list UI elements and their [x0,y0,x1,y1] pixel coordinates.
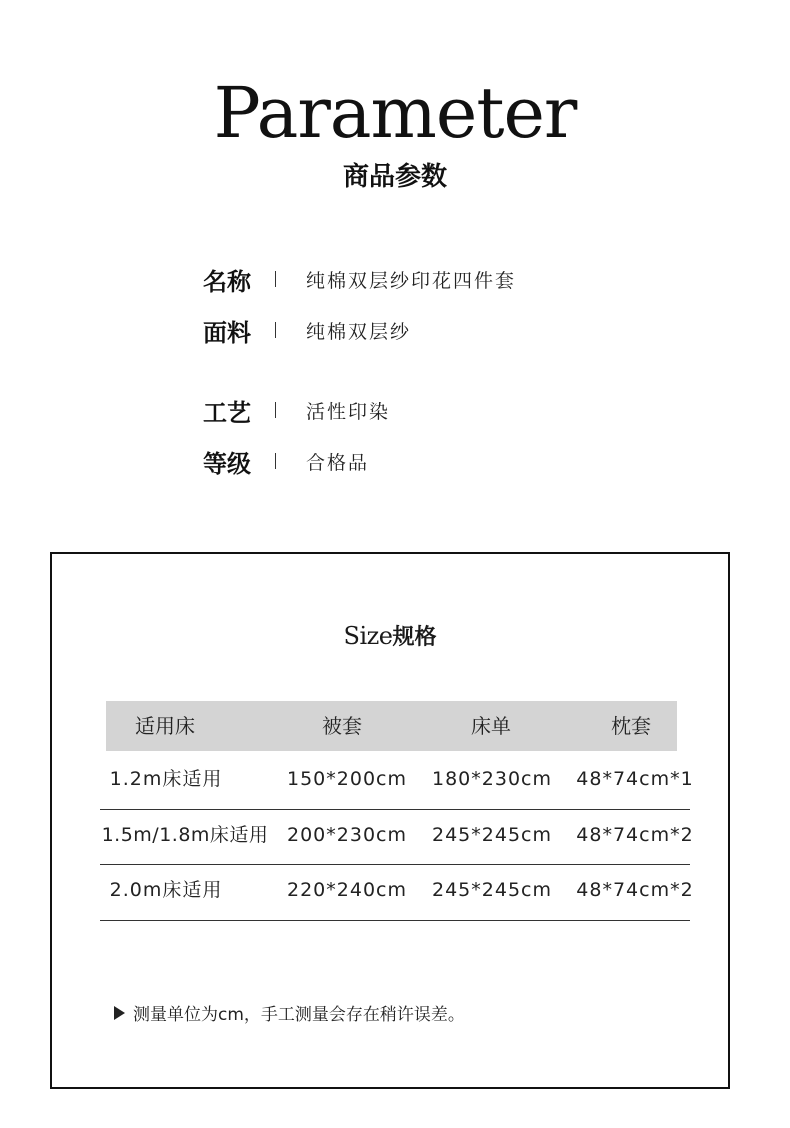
triangle-bullet-icon [114,1006,125,1020]
measurement-note [114,1000,465,1025]
param-label: 等级 [203,449,251,478]
param-separator [275,322,276,338]
note-text: 测量单位为cm，手工测量会存在稍许误差。 [133,1005,465,1025]
param-label: 工艺 [203,398,251,427]
size-title [52,618,728,657]
table-cell: 245*245cm [432,879,552,901]
table-row [100,865,694,921]
param-row-name [203,262,516,296]
param-row-grade [203,444,369,478]
param-value: 纯棉双层纱 [306,320,412,343]
table-row [100,810,694,865]
param-separator [275,453,276,469]
table-cell: 48*74cm*2 [576,824,694,846]
table-cell: 150*200cm [287,768,407,790]
size-title-en: Size [343,622,393,650]
param-label: 名称 [203,267,251,296]
size-title-cn: 规格 [392,625,437,650]
page-title-en: Parameter [213,72,577,154]
table-cell: 180*230cm [432,768,552,790]
table-row [100,754,694,810]
table-cell: 1.2m床适用 [109,768,223,790]
header-cell-duvet: 被套 [322,714,362,738]
param-separator [275,271,276,287]
table-cell: 1.5m/1.8m床适用 [101,824,269,846]
param-value: 纯棉双层纱印花四件套 [306,269,517,292]
table-cell: 200*230cm [287,824,407,846]
table-cell: 2.0m床适用 [109,879,223,901]
size-panel [50,552,730,1089]
table-cell: 220*240cm [287,879,407,901]
table-cell: 48*74cm*1 [576,768,694,790]
page-title-cn: 商品参数 [342,162,447,192]
header-cell-bed: 适用床 [135,714,195,738]
param-value: 合格品 [306,451,370,474]
table-cell: 245*245cm [432,824,552,846]
param-separator [275,402,276,418]
param-label: 面料 [203,318,251,347]
param-row-fabric [203,313,411,347]
header-cell-sheet: 床单 [471,714,511,738]
table-cell: 48*74cm*2 [576,879,694,901]
param-value: 活性印染 [306,400,391,423]
param-row-craft [203,393,390,427]
header-cell-pillowcase: 枕套 [611,714,651,738]
row-divider [100,920,690,921]
size-table-header [106,701,677,751]
